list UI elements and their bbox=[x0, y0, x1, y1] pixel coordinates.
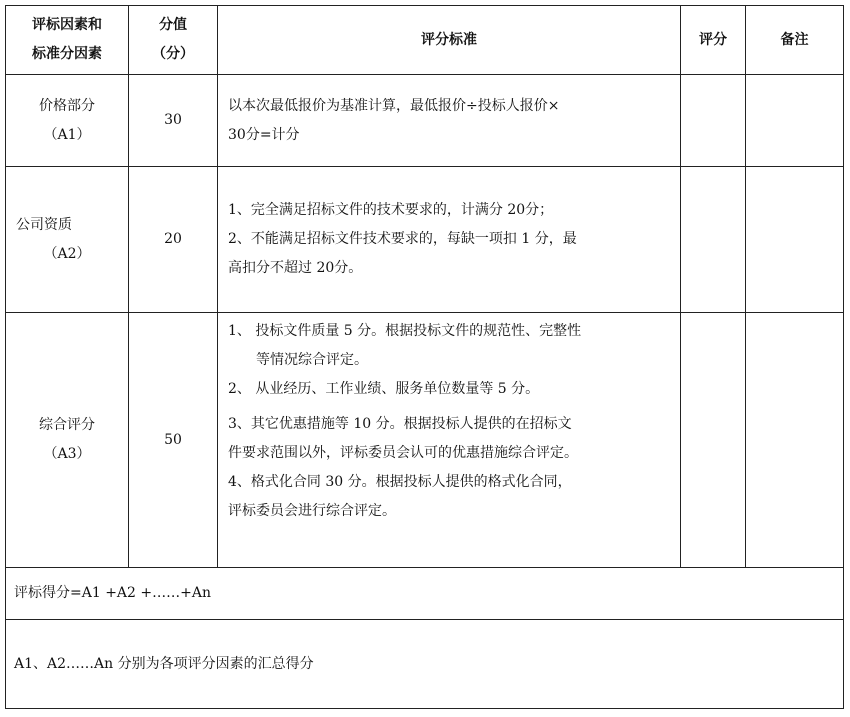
scoring-table bbox=[5, 5, 844, 709]
factor-name: 公司资质 bbox=[16, 216, 72, 233]
header-criteria: 评分标准 bbox=[218, 6, 681, 75]
score-value: 50 bbox=[129, 313, 218, 568]
score-value: 20 bbox=[129, 167, 218, 313]
factor-code: （A1） bbox=[43, 126, 91, 143]
rating-cell[interactable] bbox=[681, 313, 746, 568]
criteria-cell: 1、完全满足招标文件的技术要求的，计满分 20分； 2、不能满足招标文件技术要求的，每缺一项扣 1 分，最 高扣分不超过 20分。 bbox=[218, 167, 681, 313]
header-factor: 评标因素和 标准分因素 bbox=[6, 6, 129, 75]
row-price bbox=[6, 75, 844, 167]
header-row bbox=[6, 6, 844, 75]
criteria-cell: 1、 投标文件质量 5 分。根据投标文件的规范性、完整性 等情况综合评定。 2、 从业经历、工作业绩、服务单位数量等 5 分。 3、其它优惠措施等 10 分。根据投标人提供的在招标文 件要求范围以外，评标委员会认可的优惠措施综合评定。 4、格式化合同 30 分。根据投标人提供的格式化合同， 评标委员会进行综合评定。 bbox=[218, 313, 681, 568]
note-row bbox=[6, 620, 844, 709]
remark-cell[interactable] bbox=[746, 313, 844, 568]
row-qualification bbox=[6, 167, 844, 313]
factor-code: （A3） bbox=[43, 446, 91, 462]
factor-cell bbox=[6, 167, 129, 313]
criteria-cell: 以本次最低报价为基准计算，最低报价÷投标人报价× 30分=计分 bbox=[218, 75, 681, 167]
rating-cell[interactable] bbox=[681, 75, 746, 167]
score-value: 30 bbox=[129, 75, 218, 167]
factor-name: 综合评分 bbox=[39, 417, 95, 433]
row-comprehensive bbox=[6, 313, 844, 568]
header-remark: 备注 bbox=[746, 6, 844, 75]
factor-cell bbox=[6, 75, 129, 167]
factor-code: （A2） bbox=[43, 245, 91, 262]
remark-cell[interactable] bbox=[746, 167, 844, 313]
factor-name: 价格部分 bbox=[39, 97, 95, 114]
formula-row bbox=[6, 568, 844, 620]
factor-cell bbox=[6, 313, 129, 568]
remark-cell[interactable] bbox=[746, 75, 844, 167]
rating-cell[interactable] bbox=[681, 167, 746, 313]
formula-text: 评标得分=A1 +A2 +……+An bbox=[6, 568, 844, 620]
note-text: A1、A2……An 分别为各项评分因素的汇总得分 bbox=[6, 620, 844, 709]
header-rating: 评分 bbox=[681, 6, 746, 75]
header-score: 分值 （分） bbox=[129, 6, 218, 75]
